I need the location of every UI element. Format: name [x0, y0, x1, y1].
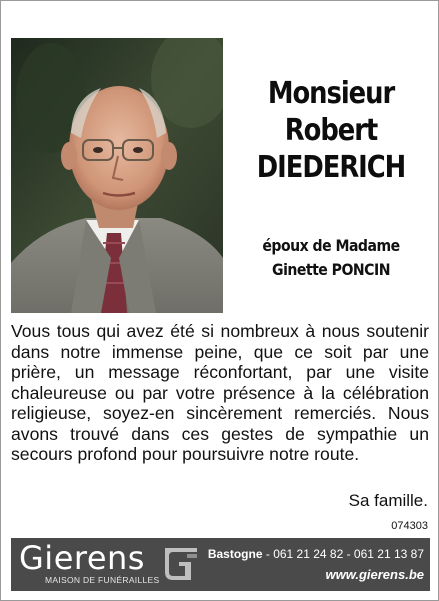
contact-phones	[208, 547, 424, 562]
spouse-label: époux de Madame	[262, 236, 400, 255]
funeral-home-banner	[11, 538, 430, 591]
thank-you-message: Vous tous qui avez été si nombreux à nous soutenir dans notre immense peine, que ce soit par une prière, un message réconfortant, par une visite chaleureuse ou par votre présence à la célébration religieuse, soyez-en sincèrement remerciés. Nous avons trouvé dans ces gestes de sympathie un secours profond pour poursuivre notre route.	[11, 321, 429, 464]
funeral-home-subtitle: MAISON DE FUNÉRAILLES	[45, 575, 160, 585]
phone-numbers: - 061 21 24 82 - 061 21 13 87	[262, 547, 424, 561]
city-name: Bastogne	[207, 547, 263, 561]
spouse-name: Ginette PONCIN	[272, 260, 390, 279]
signature: Sa famille.	[348, 491, 428, 510]
website-link[interactable]: www.gierens.be	[325, 567, 424, 582]
honorific: Monsieur	[267, 76, 395, 111]
funeral-home-logo: Gierens	[19, 539, 145, 577]
last-name: DIEDERICH	[256, 150, 406, 185]
spouse-info	[233, 234, 429, 282]
portrait-photo	[11, 38, 223, 313]
first-name: Robert	[284, 113, 378, 148]
deceased-name	[233, 75, 429, 186]
reference-number: 074303	[391, 520, 428, 532]
dove-emblem-icon	[161, 542, 201, 586]
